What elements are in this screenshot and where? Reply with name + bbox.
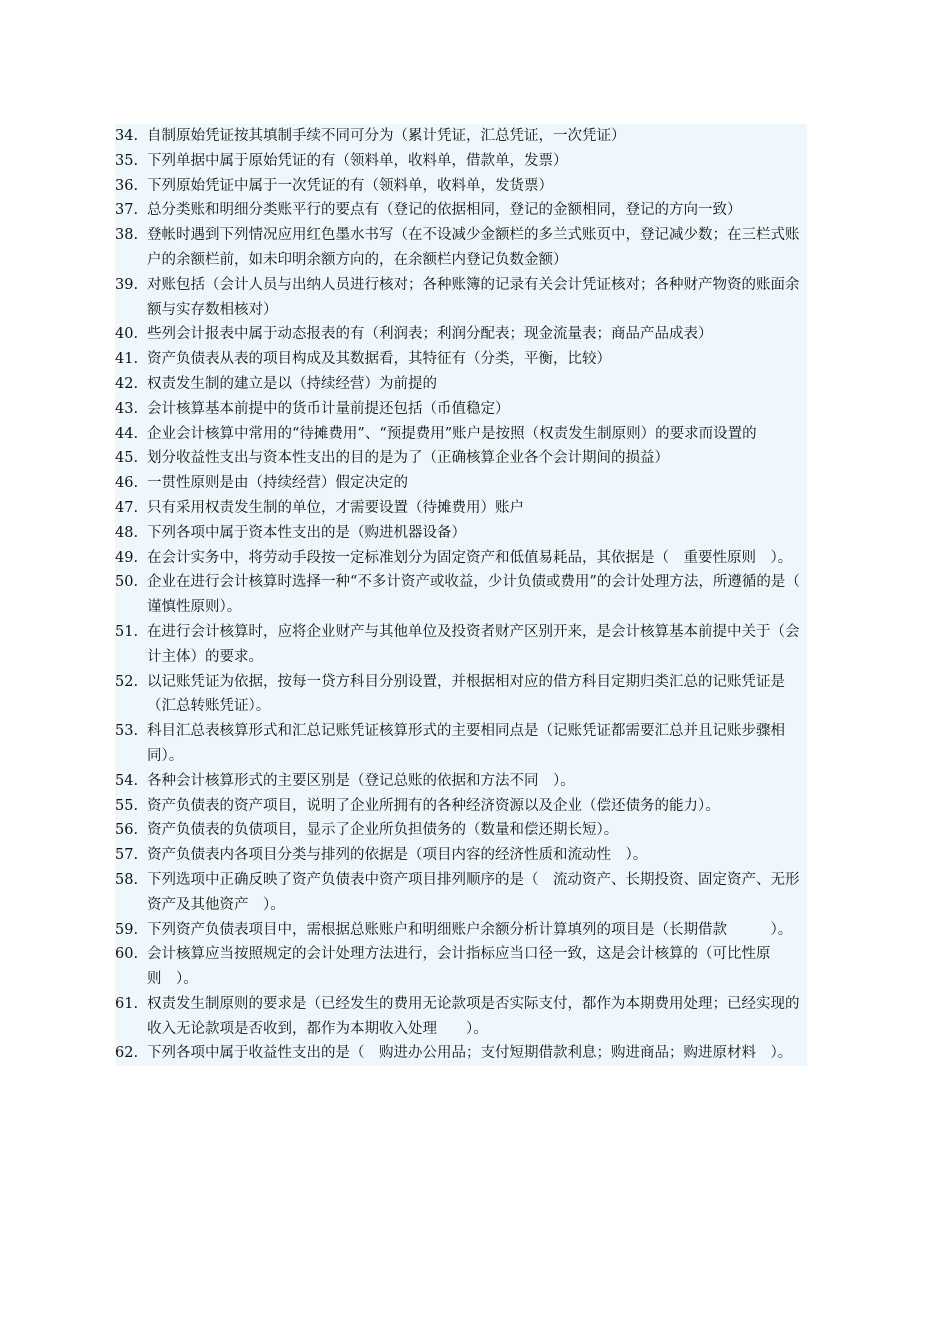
item-number: 61. bbox=[115, 995, 139, 1012]
item-number: 57. bbox=[115, 847, 139, 864]
item-text: 企业在进行会计核算时选择一种“不多计资产或收益，少计负债或费用”的会计处理方法，所遵循的是（ 谨慎性原则）。 bbox=[147, 574, 815, 616]
item-text: 下列选项中正确反映了资产负债表中资产项目排列顺序的是（ 流动资产、长期投资、固定资产、无形资产及其他资产 ）。 bbox=[147, 871, 800, 913]
item-number: 44. bbox=[115, 425, 139, 442]
item-text: 一贯性原则是由（持续经营）假定决定的 bbox=[147, 475, 408, 492]
list-item bbox=[115, 942, 807, 992]
list-item bbox=[115, 670, 807, 720]
item-number: 48. bbox=[115, 524, 139, 541]
item-text: 下列单据中属于原始凭证的有（领料单，收料单，借款单，发票） bbox=[147, 152, 568, 169]
item-number: 53. bbox=[115, 723, 139, 740]
item-number: 37. bbox=[115, 202, 139, 219]
item-number: 43. bbox=[115, 400, 139, 417]
list-item bbox=[115, 620, 807, 670]
item-text: 在进行会计核算时，应将企业财产与其他单位及投资者财产区别开来，是会计核算基本前提中关于（会计主体）的要求。 bbox=[147, 623, 800, 665]
list-item bbox=[115, 422, 807, 447]
item-number: 39. bbox=[115, 276, 139, 293]
item-text: 资产负债表的资产项目，说明了企业所拥有的各种经济资源以及企业（偿还债务的能力）。 bbox=[147, 797, 720, 814]
item-number: 42. bbox=[115, 375, 139, 392]
item-number: 56. bbox=[115, 822, 139, 839]
item-text: 在会计实务中，将劳动手段按一定标准划分为固定资产和低值易耗品，其依据是（ 重要性原则 ）。 bbox=[147, 549, 793, 566]
item-text: 权责发生制的建立是以（持续经营）为前提的 bbox=[147, 375, 437, 392]
list-item bbox=[115, 521, 807, 546]
list-item bbox=[115, 843, 807, 868]
list-item bbox=[115, 918, 807, 943]
item-text: 会计核算基本前提中的货币计量前提还包括（币值稳定） bbox=[147, 400, 510, 417]
item-text: 登帐时遇到下列情况应用红色墨水书写（在不设减少金额栏的多兰式账页中，登记减少数；在三栏式账户的余额栏前，如未印明余额方向的，在余额栏内登记负数金额） bbox=[147, 227, 800, 268]
list-item bbox=[115, 868, 807, 918]
item-text: 会计核算应当按照规定的会计处理方法进行，会计指标应当口径一致，这是会计核算的（可比性原则 ）。 bbox=[147, 946, 771, 988]
list-item bbox=[115, 546, 807, 571]
list-item bbox=[115, 174, 807, 199]
item-number: 54. bbox=[115, 772, 139, 789]
item-text: 些列会计报表中属于动态报表的有（利润表；利润分配表；现金流量表；商品产品成表） bbox=[147, 326, 713, 343]
list-item bbox=[115, 322, 807, 347]
item-text: 科目汇总表核算形式和汇总记账凭证核算形式的主要相同点是（记账凭证都需要汇总并且记账步骤相同）。 bbox=[147, 723, 785, 764]
item-number: 36. bbox=[115, 177, 139, 194]
list-item bbox=[115, 1041, 807, 1066]
item-text: 以记账凭证为依据，按每一贷方科目分别设置，并根据相对应的借方科目定期归类汇总的记账凭证是（汇总转账凭证）。 bbox=[147, 673, 785, 715]
item-number: 60. bbox=[115, 946, 139, 963]
item-number: 47. bbox=[115, 499, 139, 516]
question-list bbox=[115, 124, 815, 1066]
item-number: 55. bbox=[115, 797, 139, 814]
list-item bbox=[115, 769, 807, 794]
item-number: 52. bbox=[115, 673, 139, 690]
list-item bbox=[115, 992, 807, 1042]
item-text: 资产负债表从表的项目构成及其数据看，其特征有（分类，平衡，比较） bbox=[147, 351, 611, 368]
item-number: 62. bbox=[115, 1045, 139, 1062]
item-text: 企业会计核算中常用的“待摊费用”、“预提费用”账户是按照（权责发生制原则）的要求而设置的 bbox=[147, 425, 757, 442]
item-text: 总分类账和明细分类账平行的要点有（登记的依据相同，登记的金额相同，登记的方向一致） bbox=[147, 202, 742, 219]
list-item bbox=[115, 471, 807, 496]
list-item bbox=[115, 818, 807, 843]
item-text: 自制原始凭证按其填制手续不同可分为（累计凭证，汇总凭证，一次凭证） bbox=[147, 128, 626, 144]
item-number: 45. bbox=[115, 450, 139, 467]
item-number: 38. bbox=[115, 227, 139, 244]
item-text: 资产负债表的负债项目，显示了企业所负担债务的（数量和偿还期长短）。 bbox=[147, 822, 619, 839]
item-text: 对账包括（会计人员与出纳人员进行核对；各种账簿的记录有关会计凭证核对；各种财产物资的账面余额与实存数相核对） bbox=[147, 276, 800, 318]
item-text: 划分收益性支出与资本性支出的目的是为了（正确核算企业各个会计期间的损益） bbox=[147, 450, 669, 467]
item-number: 46. bbox=[115, 475, 139, 492]
list-item bbox=[115, 496, 807, 521]
list-item bbox=[115, 124, 807, 149]
item-text: 资产负债表内各项目分类与排列的依据是（项目内容的经济性质和流动性 ）。 bbox=[147, 847, 648, 864]
item-text: 下列各项中属于资本性支出的是（购进机器设备） bbox=[147, 524, 466, 541]
item-number: 58. bbox=[115, 871, 139, 888]
list-item bbox=[115, 149, 807, 174]
item-text: 各种会计核算形式的主要区别是（登记总账的依据和方法不同 ）。 bbox=[147, 772, 575, 789]
list-item bbox=[115, 794, 807, 819]
list-item bbox=[115, 273, 807, 323]
item-text: 只有采用权责发生制的单位，才需要设置（待摊费用）账户 bbox=[147, 499, 524, 516]
item-number: 41. bbox=[115, 351, 139, 368]
item-number: 34. bbox=[115, 128, 139, 144]
item-text: 下列资产负债表项目中，需根据总账账户和明细账户余额分析计算填列的项目是（长期借款 ）。 bbox=[147, 921, 793, 938]
item-number: 51. bbox=[115, 623, 139, 640]
item-number: 49. bbox=[115, 549, 139, 566]
list-item bbox=[115, 570, 815, 620]
item-number: 40. bbox=[115, 326, 139, 343]
list-item bbox=[115, 223, 807, 273]
list-item bbox=[115, 347, 807, 372]
list-item bbox=[115, 397, 807, 422]
list-item bbox=[115, 719, 807, 769]
item-number: 59. bbox=[115, 921, 139, 938]
list-item bbox=[115, 372, 807, 397]
item-text: 权责发生制原则的要求是（已经发生的费用无论款项是否实际支付，都作为本期费用处理；已经实现的收入无论款项是否收到，都作为本期收入处理 ）。 bbox=[147, 995, 800, 1037]
list-item bbox=[115, 446, 807, 471]
list-item bbox=[115, 198, 807, 223]
item-text: 下列原始凭证中属于一次凭证的有（领料单，收料单，发货票） bbox=[147, 177, 553, 194]
item-number: 50. bbox=[115, 574, 139, 591]
item-number: 35. bbox=[115, 152, 139, 169]
item-text: 下列各项中属于收益性支出的是（ 购进办公用品；支付短期借款利息；购进商品；购进原材料 ）。 bbox=[147, 1045, 793, 1062]
